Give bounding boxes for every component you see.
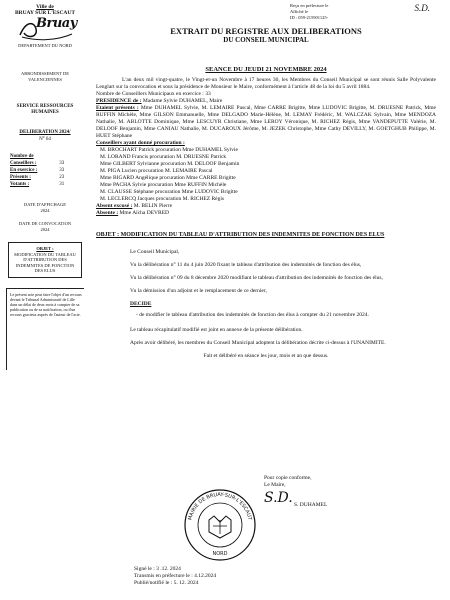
arrondissement-label: ARRONDISSEMENT DE VALENCIENNES [20,71,70,82]
logo-text: Bruay [36,16,77,31]
councillors-count: Nombre de Conseillers Municipaux en exercice : 33 [96,91,211,97]
presents-list: Etaient présents : Mme DUHAMEL Sylvie, M. LEMAIRE Pascal, Mme CARRE Brigitte, Mme LUDOVIC Brigitte, M. DRUESNE Patrick, Mme RUFFIN Michèle, Mme GILSON Emmanuelle, Mme DELGADO Marie-Hélène, M. LEMAY Frédéric, M. WALCZAK Sylvain, Mme MENDOZA Nathalie, M. ABLOTTE Dominique, Mme LESCUYR Christiane, Mme LEROY Véronique, M. RICHEZ Régis, Mme VANDEPUTTE Valérie, M. DELOOF Benjamin, Mme CANIAU Nathalie, M. DUCAROUX Jérôme, M. JEZEK Christophe, Mme Cathy DEVILLY, M. GOETGHUB Philippe, M. HUET Stéphane [96,105,437,139]
objet-box [8,242,82,278]
presidence: PRESIDENCE de : Madame Sylvie DUHAMEL, Maire [96,98,223,104]
ville-label: Ville de [36,4,54,10]
procurations-heading: Conseillers ayant donné procuration : [96,140,185,146]
mayor-signature-block [264,475,374,509]
list-item: M. PIGA Lucien procuration M. LEMAIRE Pascal [100,168,213,174]
prefecture-stamp: Reçu en préfecture le Affiché le ID : 059-215901125- S.D. [290,3,430,20]
mayor-name: S. DUHAMEL [294,502,328,508]
city-logo [16,16,77,41]
vu-paragraph: Vu la délibération n° 11 du 4 juin 2020 fixant le tableau d'attribution des indemnités de fonction des élus, [130,262,362,268]
list-item: Mme PACHA Sylvie procuration Mme RUFFIN Michèle [100,182,227,188]
list-item: M. LECLERCQ Jacques procuration M. RICHEZ Régis [100,196,225,202]
procurations-list [96,147,436,203]
legal-notice: Le présent acte peut faire l'objet d'un recours devant le Tribunal Administratif de Lille dans un délai de deux mois à compter de sa publication ou de sa notification, ou d'un recours gracieux auprès de l'auteur de l'acte. [6,288,84,370]
signed-date: Signé le : 3 .12. 2024 [134,566,181,572]
stamp-signature: S.D. [414,3,430,13]
absente: Absente : Mme Aïcha DEVRED [96,210,170,216]
list-item: M. CLAUSSE Stéphane procuration Mme LUDOVIC Brigitte [100,189,238,195]
mayor-signature: S.D. [264,490,293,506]
posting-date: DATE D'AFFICHAGE 2024 [24,202,66,213]
main-content [96,26,436,360]
svg-text:MAIRIE DE BRUAY-SUR-L'ESCAUT: MAIRIE DE BRUAY-SUR-L'ESCAUT [187,491,253,521]
published-date: Publié/notifié le : 5. 12. 2024 [134,580,199,586]
deliberation-label: DELIBERATION 2024/ [19,130,71,135]
svg-text:NORD: NORD [212,551,228,557]
list-item: Mme GILBERT Sylvianne procuration M. DELOOF Benjamin [100,161,240,167]
closing-line: Fait et délibéré en séance les jour, mois et an que dessus. [203,353,329,359]
footer-dates [134,566,216,587]
objet-heading: OBJET : MODIFICATION DU TABLEAU D'ATTRIBUTION DES INDEMNITES DE FONCTION DES ELUS [96,232,385,238]
service-label: SERVICE RESSOURCES HUMAINES [16,104,74,115]
list-item: Mme BIGARD Angélique procuration Mme CARRE Brigitte [100,175,236,181]
maire-label: Le Maire, [264,482,286,488]
objet-box-text: MODIFICATION DU TABLEAU D'ATTRIBUTION DES INDEMNITES DE FONCTION DES ELUS [14,251,76,273]
vote-paragraph: Après avoir délibéré, les membres du Conseil Municipal adoptent la délibération décrite ci-dessus à l'UNANIMITE. [130,340,386,346]
intro-paragraph: L'an deux mil vingt-quatre, le Vingt-et-un Novembre à 17 heures 30, les Membres du Conseil Municipal se sont réunis Salle Polyvalente Lenglart sur la convocation et sous la présidence de Monsieur le Maire, conformément à l'article 48 de la loi du 5 avril 1884. [96,77,436,90]
department-label: DEPARTEMENT DU NORD [18,43,72,48]
council-counts [6,153,84,188]
count-row: Présents : 23 [10,175,65,180]
transmitted-date: Transmis en préfecture le : 4.12.2024 [134,573,217,579]
conseil-line: Le Conseil Municipal, [130,249,180,255]
document-subtitle: DU CONSEIL MUNICIPAL [223,36,309,44]
list-item: M. LORAND Francis procuration M. DRUESNE Patrick [100,154,227,160]
convocation-date: DATE DE CONVOCATION 2024 [18,221,72,232]
decision-item: - de modifier le tableau d'attribution des indemnités de fonction des élus à compter du 21 novembre 2024. [136,312,436,319]
document-title: EXTRAIT DU REGISTRE AUX DELIBERATIONS [170,26,362,36]
deliberation-number: N° 64 [39,137,51,142]
ville-name: BRUAY SUR L'ESCAUT [14,10,76,16]
vu-paragraph: Vu la démission d'un adjoint et le remplacement de ce dernier, [130,288,267,294]
deliberation-body [96,249,436,360]
objet-box-title: OBJET : [36,246,54,251]
absent-excuse: Absent excusé : M. BELIN Pierre [96,203,173,209]
decide-label: DECIDE [130,301,152,307]
count-row: Votants : 31 [10,182,65,187]
count-row: Nombre de Conseillers : 33 [10,154,65,166]
annexe-paragraph: Le tableau récapitulatif modifié est joint en annexe de la présente délibération. [130,327,303,333]
count-row: En exercice : 33 [10,168,65,173]
mairie-seal-icon [183,488,257,562]
vu-paragraph: Vu la délibération n° 09 du 8 décembre 2020 modifiant le tableau d'attribution des indemnités de fonction des élus, [130,275,383,281]
left-column [6,4,84,370]
copie-label: Pour copie conforme, [264,475,312,481]
session-date: SEANCE DU JEUDI 21 NOVEMBRE 2024 [205,66,327,73]
list-item: M. BROCHART Patrick procuration Mme DUHAMEL Sylvie [100,147,238,153]
